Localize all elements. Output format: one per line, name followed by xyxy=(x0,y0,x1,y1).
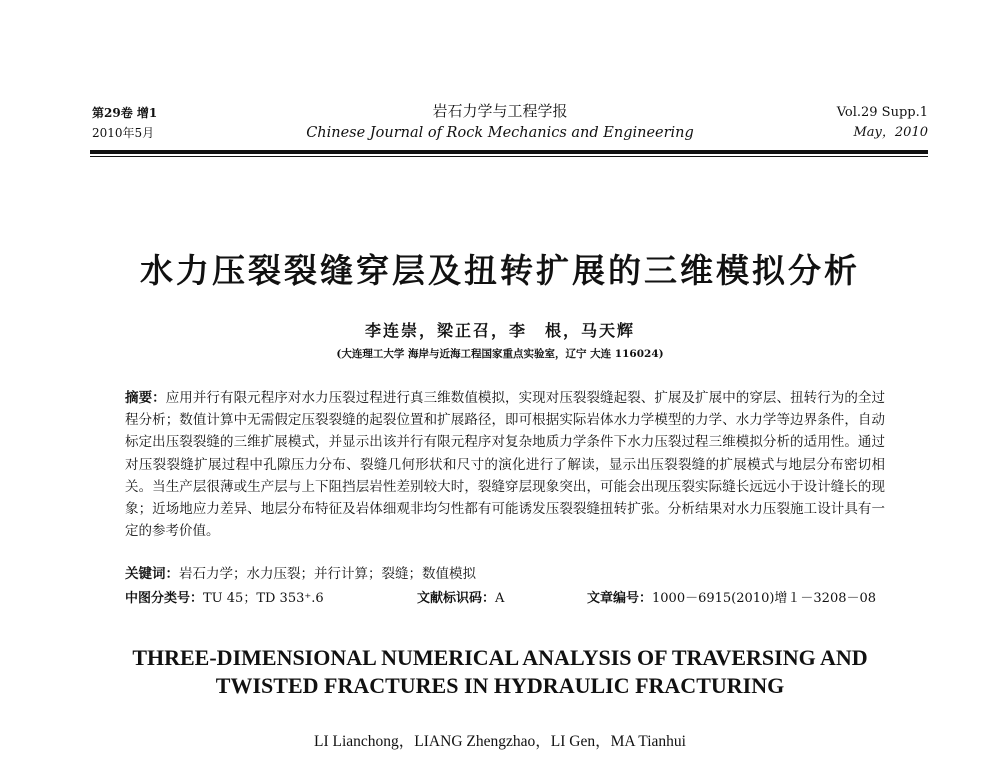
article-title-cn: 水力压裂裂缝穿层及扭转扩展的三维模拟分析 xyxy=(140,251,860,290)
date-cn: 2010年5月 xyxy=(92,126,155,140)
date-en: May，2010 xyxy=(853,125,928,140)
doc-code-value: A xyxy=(495,591,505,606)
volume-en: Vol.29 Supp.1 xyxy=(836,105,928,120)
journal-title-cn: 岩石力学与工程学报 xyxy=(432,102,568,120)
authors-en: LI Lianchong，LIANG Zhengzhao，LI Gen，MA Tianhui xyxy=(314,733,686,750)
keywords-text: 岩石力学；水力压裂；并行计算；裂缝；数值模拟 xyxy=(179,566,476,582)
header-issue-info xyxy=(92,103,157,143)
keywords-cn xyxy=(125,563,885,585)
article-no-value: 1000－6915(2010)增１－3208－08 xyxy=(652,591,877,606)
volume-issue-cn: 第29卷 增1 xyxy=(92,106,158,120)
authors-cn: 李连崇，梁正召，李 根，马天辉 xyxy=(364,321,635,340)
article-title-en xyxy=(60,644,940,700)
title-en-line-1: THREE-DIMENSIONAL NUMERICAL ANALYSIS OF TRAVERSING AND xyxy=(132,645,868,670)
abstract-cn xyxy=(125,387,885,542)
classification-line xyxy=(125,588,885,610)
abstract-label: 摘要： xyxy=(125,390,166,406)
header-volume-info xyxy=(837,103,928,143)
abstract-text: 应用并行有限元程序对水力压裂过程进行真三维数值模拟，实现对压裂裂缝起裂、扩展及扩展中的穿层、扭转行为的全过程分析；数值计算中无需假定压裂裂缝的起裂位置和扩展路径，即可根据实际岩体水力学模型的力学、水力学等边界条件，自动标定出压裂裂缝的三维扩展模式，并显示出该并行有限元程序对复杂地质力学条件下水力压裂过程三维模拟分析的适用性。通过对压裂裂缝扩展过程中孔隙压力分布、裂缝几何形状和尺寸的演化进行了解读，显示出压裂裂缝的扩展模式与地层分布密切相关。当生产层很薄或生产层与上下阻挡层岩性差别较大时，裂缝穿层现象突出，可能会出现压裂实际缝长远远小于设计缝长的现象；近场地应力差异、地层分布特征及岩体细观非均匀性都有可能诱发压裂裂缝扭转扩张。分析结果对水力压裂施工设计具有一定的参考价值。 xyxy=(125,390,885,540)
class-label: 中图分类号： xyxy=(125,591,204,606)
keywords-label: 关键词： xyxy=(125,566,179,582)
doc-code-label: 文献标识码： xyxy=(417,591,496,606)
affiliation-cn: (大连理工大学 海岸与近海工程国家重点实验室，辽宁 大连 116024) xyxy=(336,348,664,360)
article-number xyxy=(587,588,876,610)
journal-title-en: Chinese Journal of Rock Mechanics and Engineering xyxy=(306,125,694,141)
header-rule-thick xyxy=(90,150,928,154)
header-rule-thin xyxy=(90,156,928,157)
title-en-line-2: TWISTED FRACTURES IN HYDRAULIC FRACTURING xyxy=(215,673,785,698)
class-value: TU 45；TD 353⁺.6 xyxy=(203,591,324,606)
article-no-label: 文章编号： xyxy=(587,591,653,606)
doc-code xyxy=(417,588,504,610)
class-number xyxy=(125,588,324,610)
journal-title-block xyxy=(250,100,750,144)
